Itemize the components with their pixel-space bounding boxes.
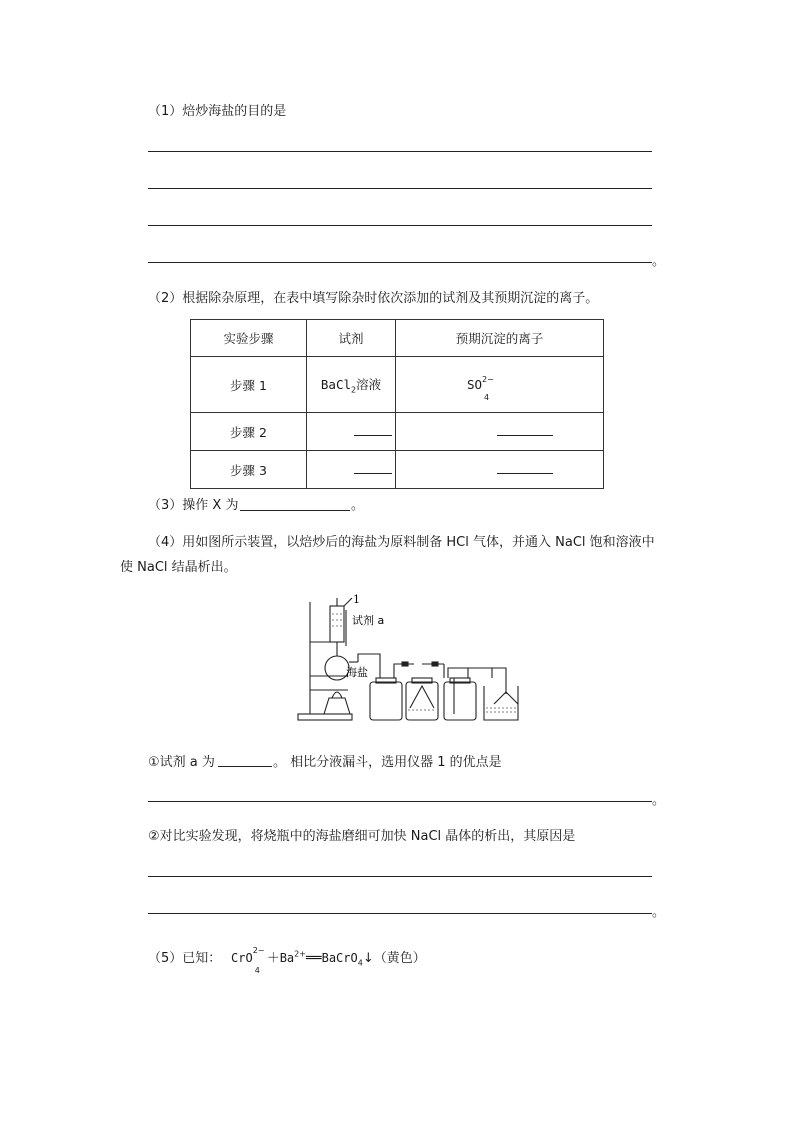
answer-line[interactable]	[148, 913, 652, 914]
tube-5	[468, 668, 506, 694]
bottle-3	[444, 682, 476, 720]
period: 。	[652, 793, 666, 808]
chromate-charge: 2−	[252, 946, 265, 955]
q4-prompt-line1: （4）用如图所示装置，以焙炒后的海盐为原料制备 HCl 气体，并通入 NaCl 饱和溶液中	[148, 535, 655, 550]
apparatus-figure	[296, 594, 536, 726]
reagent-3-blank[interactable]	[354, 473, 392, 474]
reagent-3-cell[interactable]	[307, 451, 396, 489]
barium-symbol: Ba	[279, 951, 295, 965]
bottle-1	[370, 682, 402, 720]
label-1-leader	[344, 598, 352, 606]
q4-sub1-prompt-a: ①试剂 a 为	[148, 755, 215, 770]
q5-equation	[231, 946, 426, 975]
header-reagent: 试剂	[307, 320, 396, 357]
label-reagent-a: 试剂 a	[352, 614, 385, 627]
answer-line[interactable]	[148, 876, 652, 877]
period: 。	[652, 254, 666, 269]
beaker	[484, 686, 518, 720]
q3-prompt: （3）操作 X 为	[148, 498, 239, 513]
answer-blank[interactable]	[218, 766, 272, 767]
label-1: 1	[353, 594, 360, 606]
ion-1-cell	[396, 357, 604, 413]
q2-prompt: （2）根据除杂原理，在表中填写除杂时依次添加的试剂及其预期沉淀的离子。	[148, 291, 599, 306]
ion-1-formula: SO	[466, 377, 483, 392]
connector	[432, 662, 438, 666]
precipitate-arrow: ↓	[362, 951, 374, 966]
q4-prompt-line2: 使 NaCl 结晶析出。	[120, 560, 237, 575]
ion-1-charge: 2−	[482, 375, 494, 384]
answer-line[interactable]	[148, 188, 652, 189]
q4-sub2-prompt: ②对比实验发现，将烧瓶中的海盐磨细可加快 NaCl 晶体的析出，其原因是	[148, 829, 576, 844]
answer-line[interactable]	[148, 262, 652, 263]
q1-prompt: （1）焙炒海盐的目的是	[148, 104, 287, 119]
q4-sub1-prompt-b: 。 相比分液漏斗，选用仪器 1 的优点是	[273, 755, 502, 770]
product-subscript: 4	[357, 958, 363, 968]
bottle-2	[406, 682, 438, 720]
chromate-formula: CrO	[231, 951, 253, 965]
ion-1-subscript: 4	[484, 393, 490, 402]
barium-charge: 2+	[294, 949, 306, 959]
period: 。	[351, 498, 365, 513]
color-note: （黄色）	[373, 951, 426, 966]
equals-sign: ══	[305, 951, 322, 966]
reagent-2-cell[interactable]	[307, 413, 396, 451]
answer-line[interactable]	[148, 801, 652, 802]
reagent-1-formula: BaCl	[320, 376, 351, 392]
reagent-1-cell	[307, 357, 396, 413]
header-ion: 预期沉淀的离子	[396, 320, 604, 357]
header-step: 实验步骤	[191, 320, 307, 357]
step-3-cell	[191, 451, 307, 489]
step-2-cell	[191, 413, 307, 451]
reagent-1-suffix: 溶液	[356, 376, 382, 392]
ion-3-blank[interactable]	[497, 473, 553, 474]
step-3-label: 步骤 3	[230, 462, 267, 478]
reagent-1-subscript: 2	[351, 385, 357, 395]
funnel-body	[330, 606, 344, 642]
answer-blank[interactable]	[240, 510, 350, 511]
plus-sign: ＋	[266, 951, 280, 966]
step-2-label: 步骤 2	[230, 424, 267, 440]
chromate-subscript: 4	[254, 966, 260, 975]
ion-3-cell[interactable]	[396, 451, 604, 489]
period: 。	[652, 905, 666, 920]
step-1-cell	[191, 357, 307, 413]
reagent-2-blank[interactable]	[354, 435, 392, 436]
bottle-2-funnel	[410, 686, 434, 708]
stand-base	[298, 714, 352, 720]
answer-line[interactable]	[148, 225, 652, 226]
ion-2-cell[interactable]	[396, 413, 604, 451]
steps-table	[190, 319, 604, 489]
label-sea-salt: 海盐	[346, 666, 368, 679]
answer-line[interactable]	[148, 151, 652, 152]
q5-prompt: （5）已知：	[148, 951, 222, 966]
burner	[324, 698, 350, 714]
flame	[332, 692, 342, 698]
tube-4	[448, 668, 492, 678]
step-1-label: 步骤 1	[230, 377, 267, 393]
product-formula: BaCrO	[321, 951, 358, 965]
connector	[402, 662, 408, 666]
ion-2-blank[interactable]	[497, 435, 553, 436]
